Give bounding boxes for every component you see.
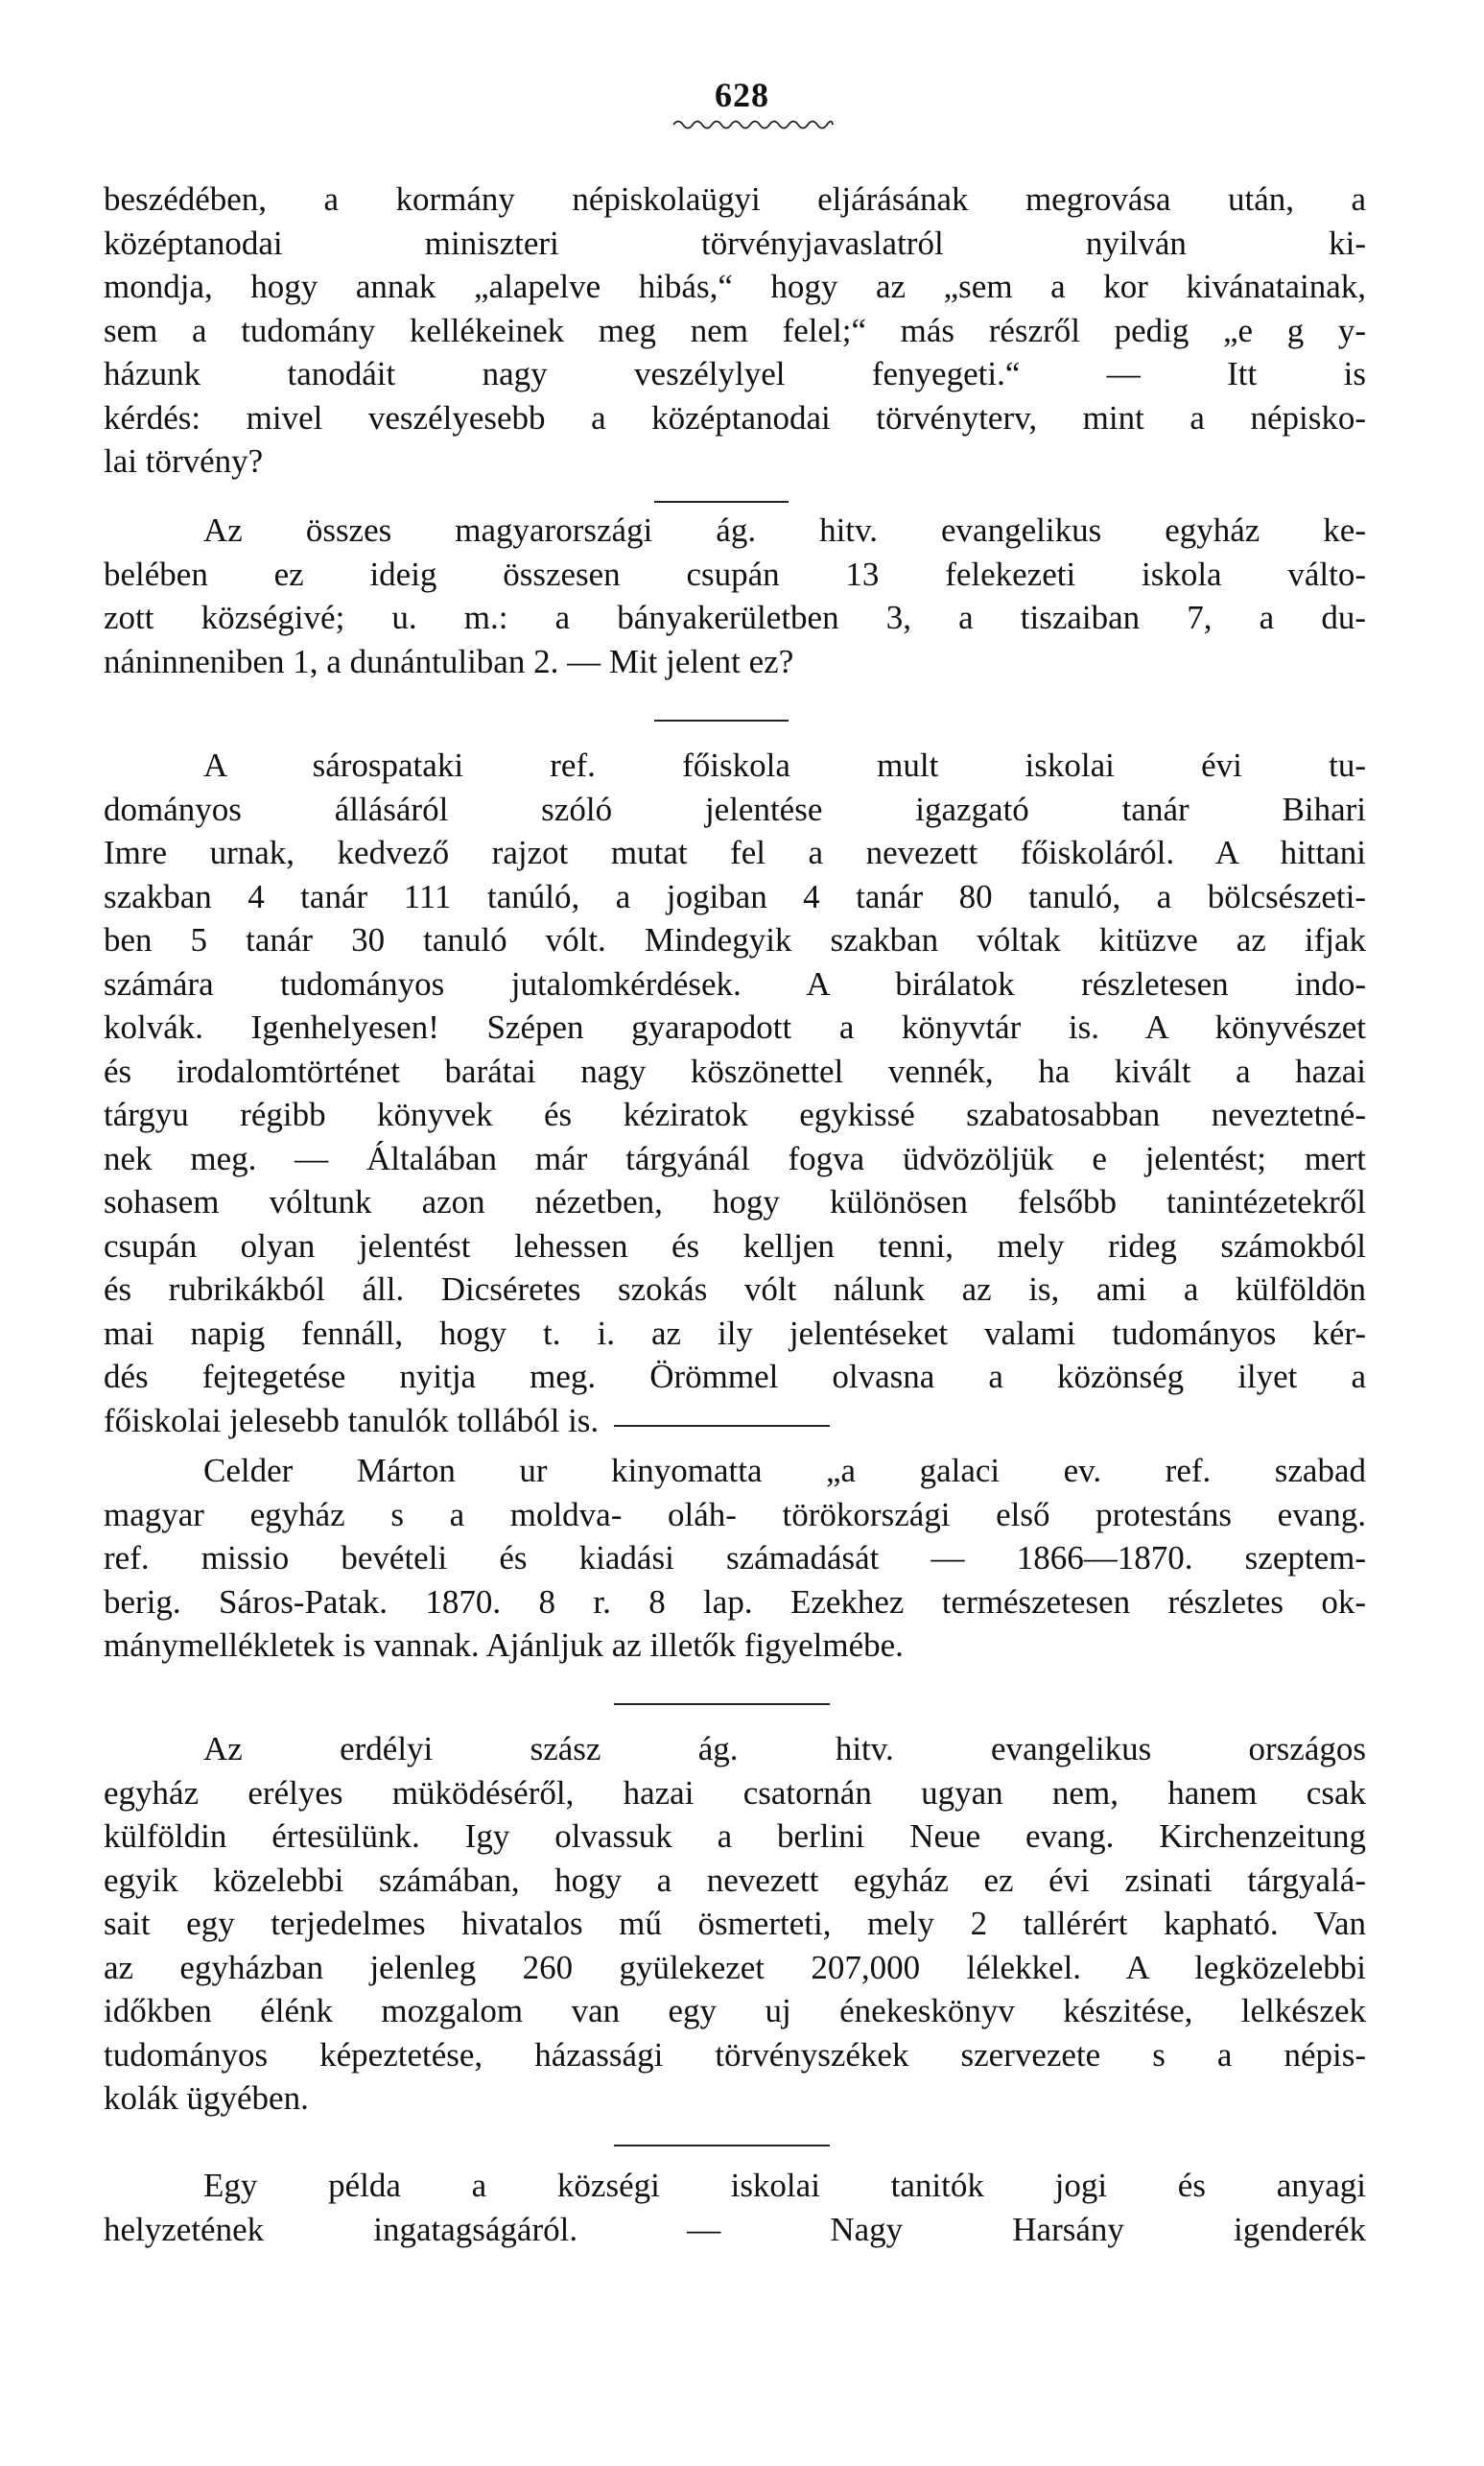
wavy-ornament-icon [671, 117, 835, 132]
text-line: Az erdélyi szász ág. hitv. evangelikus országos [203, 1730, 1366, 1767]
paragraph-3 [104, 744, 1366, 1442]
section-divider [614, 1703, 830, 1705]
text-line: Celder Márton ur kinyomatta „a galaci ev. ref. szabad [203, 1452, 1366, 1489]
text-line: az egyházban jelenleg 260 gyülekezet 207,000 lélekkel. A legközelebbi [104, 1948, 1366, 1986]
text-line: számára tudományos jutalomkérdések. A birálatok részletesen indo- [104, 964, 1366, 1003]
text-line: ref. missio bevételi és kiadási számadását — 1866—1870. szeptem- [104, 1539, 1366, 1577]
text-line: és irodalomtörténet barátai nagy köszönettel vennék, ha kivált a hazai [104, 1052, 1366, 1090]
text-line: zott községivé; u. m.: a bányakerületben 3, a tiszaiban 7, a du- [104, 599, 1366, 636]
text-line: beszédében, a kormány népiskolaügyi eljárásának megrovása után, a [104, 180, 1366, 218]
text-line: mai napig fennáll, hogy t. i. az ily jelentéseket valami tudományos kér- [104, 1314, 1366, 1352]
text-line: házunk tanodáit nagy veszélylyel fenyegeti.“ — Itt is [104, 355, 1366, 392]
section-divider [654, 501, 789, 503]
text-line: csupán olyan jelentést lehessen és kelljen tenni, mely rideg számokból [104, 1226, 1366, 1265]
section-divider [614, 2145, 830, 2146]
text-line: Az összes magyarországi ág. hitv. evangelikus egyház ke- [203, 511, 1366, 549]
text-line: időkben élénk mozgalom van egy uj énekeskönyv készitése, lelkészek [104, 1992, 1366, 2029]
section-divider [654, 720, 789, 722]
text-line: belében ez ideig összesen csupán 13 felekezeti iskola válto- [104, 555, 1366, 593]
text-line: dományos állásáról szóló jelentése igazgató tanár Bihari [104, 790, 1366, 828]
text-line: tudományos képeztetése, házassági törvényszékek szervezete s a népis- [104, 2035, 1366, 2074]
text-line: egyik közelebbi számában, hogy a nevezett egyház ez évi zsinati tárgyalá- [104, 1861, 1366, 1899]
text-line: középtanodai miniszteri törvényjavaslatról nyilván ki- [104, 224, 1366, 262]
text-line: mondja, hogy annak „alapelve hibás,“ hogy az „sem a kor kivánatainak, [104, 268, 1366, 305]
paragraph-1 [104, 178, 1366, 484]
text-line: kolák ügyében. [104, 2079, 309, 2117]
text-line: tárgyu régibb könyvek és kéziratok egykissé szabatosabban neveztetné- [104, 1096, 1366, 1133]
text-line: náninneniben 1, a dunántuliban 2. — Mit jelent ez? [104, 642, 794, 680]
text-line: Imre urnak, kedvező rajzot mutat fel a nevezett főiskoláról. A hittani [104, 834, 1366, 871]
text-line: dés fejtegetése nyitja meg. Örömmel olvasna a közönség ilyet a [104, 1358, 1366, 1395]
text-line: kérdés: mivel veszélyesebb a középtanodai törvényterv, mint a népisko- [104, 398, 1366, 437]
text-line: sem a tudomány kellékeinek meg nem felel;“ más részről pedig „e g y- [104, 311, 1366, 349]
text-line: berig. Sáros-Patak. 1870. 8 r. 8 lap. Ezekhez természetesen részletes ok- [104, 1582, 1366, 1621]
paragraph-2 [104, 509, 1366, 683]
text-line: kolvák. Igenhelyesen! Szépen gyarapodott a könyvtár is. A könyvészet [104, 1008, 1366, 1046]
text-line: egyház erélyes müködéséről, hazai csatornán ugyan nem, hanem csak [104, 1773, 1366, 1812]
text-line: főiskolai jelesebb tanulók tollából is. [104, 1401, 600, 1439]
page-number: 628 [715, 76, 769, 114]
text-line: sohasem vóltunk azon nézetben, hogy különösen felsőbb tanintézetekről [104, 1183, 1366, 1221]
text-line: szakban 4 tanár 111 tanúló, a jogiban 4 tanár 80 tanuló, a bölcsészeti- [104, 877, 1366, 915]
text-line: lai törvény? [104, 442, 264, 480]
text-line: ben 5 tanár 30 tanuló vólt. Mindegyik szakban vóltak kitüzve az ifjak [104, 921, 1366, 959]
paragraph-5 [104, 1727, 1366, 2121]
text-line: Egy példa a községi iskolai tanitók jogi és anyagi [203, 2167, 1366, 2204]
text-line: magyar egyház s a moldva- oláh- törökországi első protestáns evang. [104, 1495, 1366, 1533]
paragraph-4 [104, 1449, 1366, 1668]
paragraph-6 [104, 2164, 1366, 2251]
text-line: helyzetének ingatagságáról. — Nagy Harsány igenderék [104, 2210, 1366, 2248]
text-line: külföldin értesülünk. Igy olvassuk a berlini Neue evang. Kirchenzeitung [104, 1817, 1366, 1855]
text-line: nek meg. — Általában már tárgyánál fogva üdvözöljük e jelentést; mert [104, 1139, 1366, 1177]
text-line: sait egy terjedelmes hivatalos mű ösmerteti, mely 2 tallérért kapható. Van [104, 1905, 1366, 1942]
text-line: mánymellékletek is vannak. Ajánljuk az illetők figyelmébe. [104, 1626, 904, 1664]
section-divider [614, 1425, 830, 1427]
text-line: A sárospataki ref. főiskola mult iskolai évi tu- [203, 747, 1366, 784]
text-line: és rubrikákból áll. Dicséretes szokás vólt nálunk az is, ami a külföldön [104, 1270, 1366, 1308]
